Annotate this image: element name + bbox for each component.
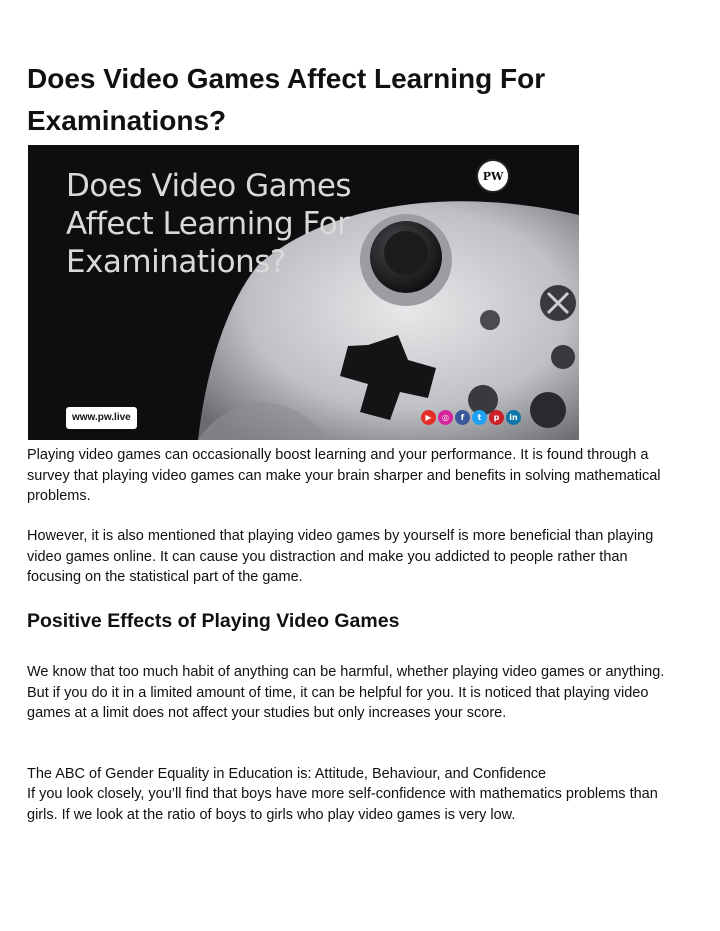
pw-logo: PW [476, 159, 510, 193]
social-icons [421, 410, 521, 425]
hero-url: www.pw.live [66, 407, 137, 429]
twitter-icon: t [472, 410, 487, 425]
section-paragraph-1: We know that too much habit of anything can be harmful, whether playing video games or anything. But if you do it in a limited amount of time, it can be helpful for you. It is noticed that playing video games at a limit does not affect your studies but only increases your score. [27, 664, 665, 721]
page-title: Does Video Games Affect Learning For Examinations? [27, 63, 546, 136]
intro-paragraph-1: Playing video games can occasionally boost learning and your performance. It is found through a survey that playing video games can make your brain sharper and benefits in solving mathematical problems. [27, 447, 661, 504]
linkedin-icon: in [506, 410, 521, 425]
section-heading: Positive Effects of Playing Video Games [27, 610, 400, 632]
section-paragraph-3: If you look closely, you’ll find that boys have more self-confidence with mathematics problems than girls. If we look at the ratio of boys to girls who play video games is very low. [27, 786, 658, 823]
hero-headline: Does Video Games Affect Learning For Examinations? [66, 168, 352, 280]
instagram-icon: ◎ [438, 410, 453, 425]
pinterest-icon: p [489, 410, 504, 425]
facebook-icon: f [455, 410, 470, 425]
intro-paragraph-2: However, it is also mentioned that playing video games by yourself is more beneficial than playing video games online. It can cause you distraction and make you addicted to people rather than focusing on the statistical part of the game. [27, 528, 654, 585]
hero-image [28, 145, 579, 440]
section-paragraph-2: The ABC of Gender Equality in Education is: Attitude, Behaviour, and Confidence [27, 766, 547, 782]
youtube-icon: ▶ [421, 410, 436, 425]
